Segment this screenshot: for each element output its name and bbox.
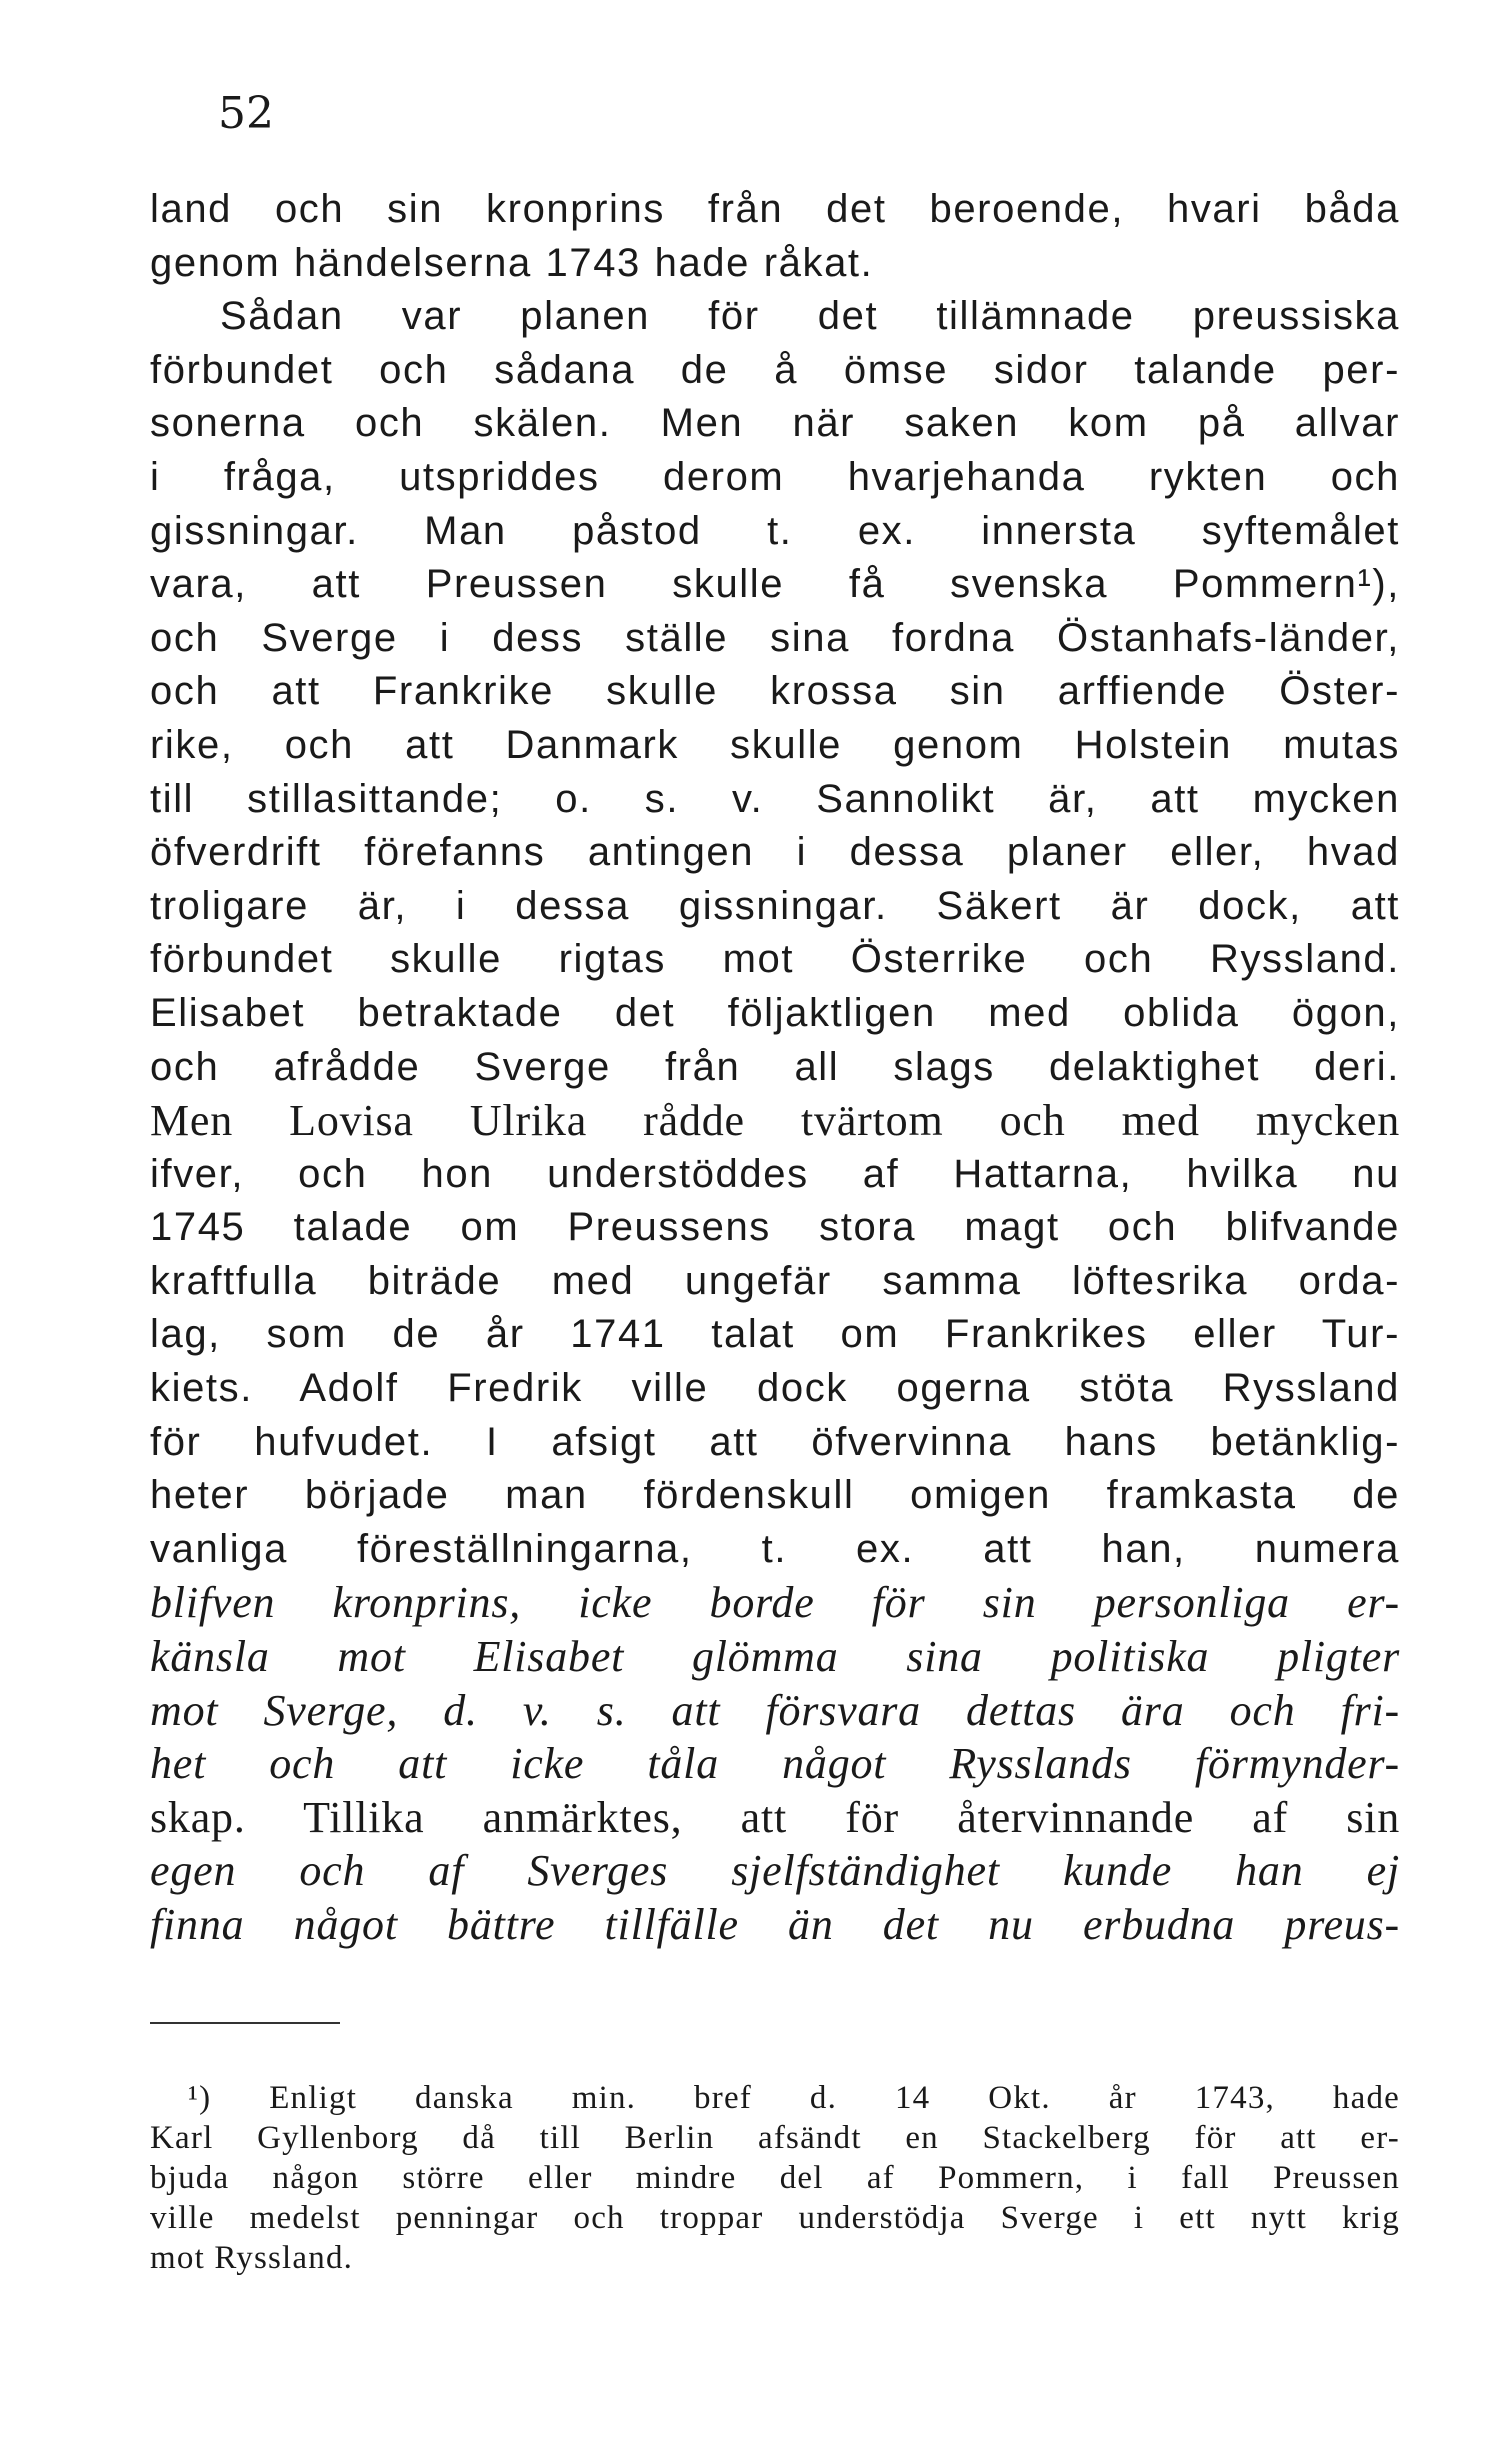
text-line: finna något bättre tillfälle än det nu erbudna preus- — [150, 1900, 1400, 1949]
text-line: skap. Tillika anmärktes, att för återvinnande af sin — [150, 1792, 1400, 1842]
text-line: genom händelserna 1743 hade råkat. — [150, 240, 874, 285]
text-line: egen och af Sverges sjelfständighet kunde han ej — [150, 1846, 1400, 1896]
body-text — [150, 183, 1400, 1952]
text-line: ifver, och hon understöddes af Hattarna, hvilka nu — [150, 1151, 1400, 1196]
text-line: förbundet och sådana de å ömse sidor talande per- — [150, 347, 1400, 392]
page-number: 52 — [218, 88, 274, 139]
text-line: rike, och att Danmark skulle genom Holstein mutas — [150, 722, 1400, 767]
text-line: kiets. Adolf Fredrik ville dock ogerna stöta Ryssland — [150, 1366, 1400, 1411]
text-line: mot Sverge, d. v. s. att försvara dettas ära och fri- — [150, 1685, 1400, 1735]
footnote-divider — [150, 2022, 340, 2024]
text-line: vara, att Preussen skulle få svenska Pommern¹), — [150, 562, 1400, 607]
text-line: gissningar. Man påstod t. ex. innersta syftemålet — [150, 508, 1400, 553]
footnote-line: mot Ryssland. — [150, 2240, 354, 2276]
text-line: öfverdrift förefanns antingen i dessa planer eller, hvad — [150, 830, 1400, 875]
text-line: vanliga föreställningarna, t. ex. att han, numera — [150, 1526, 1400, 1571]
footnote-line: bjuda någon större eller mindre del af Pommern, i fall Preussen — [150, 2160, 1400, 2196]
text-line: 1745 talade om Preussens stora magt och blifvande — [150, 1205, 1400, 1250]
text-line: heter började man fördenskull omigen framkasta de — [150, 1473, 1400, 1518]
text-line: Men Lovisa Ulrika rådde tvärtom och med mycken — [150, 1096, 1400, 1146]
text-line: förbundet skulle rigtas mot Österrike och Ryssland. — [150, 937, 1400, 982]
footnote-line: Karl Gyllenborg då till Berlin afsändt en Stackelberg för att er- — [150, 2120, 1400, 2156]
footnotes — [150, 2078, 1400, 2278]
text-line: och Sverge i dess ställe sina fordna Östanhafs-länder, — [150, 615, 1400, 660]
text-line: för hufvudet. I afsigt att öfvervinna hans betänklig- — [150, 1419, 1400, 1464]
text-line: het och att icke tåla något Rysslands förmynder- — [150, 1739, 1400, 1789]
text-line: Elisabet betraktade det följaktligen med oblida ögon, — [150, 990, 1400, 1035]
footnote-line: ¹) Enligt danska min. bref d. 14 Okt. år 1743, hade — [188, 2080, 1400, 2116]
text-line: och att Frankrike skulle krossa sin arffiende Öster- — [150, 669, 1400, 714]
text-line: sonerna och skälen. Men när saken kom på allvar — [150, 401, 1400, 446]
text-line: blifven kronprins, icke borde för sin personliga er- — [150, 1578, 1400, 1628]
text-line: och afrådde Sverge från all slags delaktighet deri. — [150, 1044, 1400, 1089]
text-line: lag, som de år 1741 talat om Frankrikes eller Tur- — [150, 1312, 1400, 1357]
text-line: Sådan var planen för det tillämnade preussiska — [220, 294, 1400, 339]
text-line: känsla mot Elisabet glömma sina politiska pligter — [150, 1632, 1400, 1682]
text-line: kraftfulla biträde med ungefär samma löftesrika orda- — [150, 1258, 1400, 1303]
text-line: i fråga, utspriddes derom hvarjehanda rykten och — [150, 454, 1400, 499]
footnote-line: ville medelst penningar och troppar understödja Sverge i ett nytt krig — [150, 2200, 1400, 2236]
text-line: troligare är, i dessa gissningar. Säkert är dock, att — [150, 883, 1400, 928]
text-line: land och sin kronprins från det beroende, hvari båda — [150, 187, 1400, 231]
text-line: till stillasittande; o. s. v. Sannolikt är, att mycken — [150, 776, 1400, 821]
